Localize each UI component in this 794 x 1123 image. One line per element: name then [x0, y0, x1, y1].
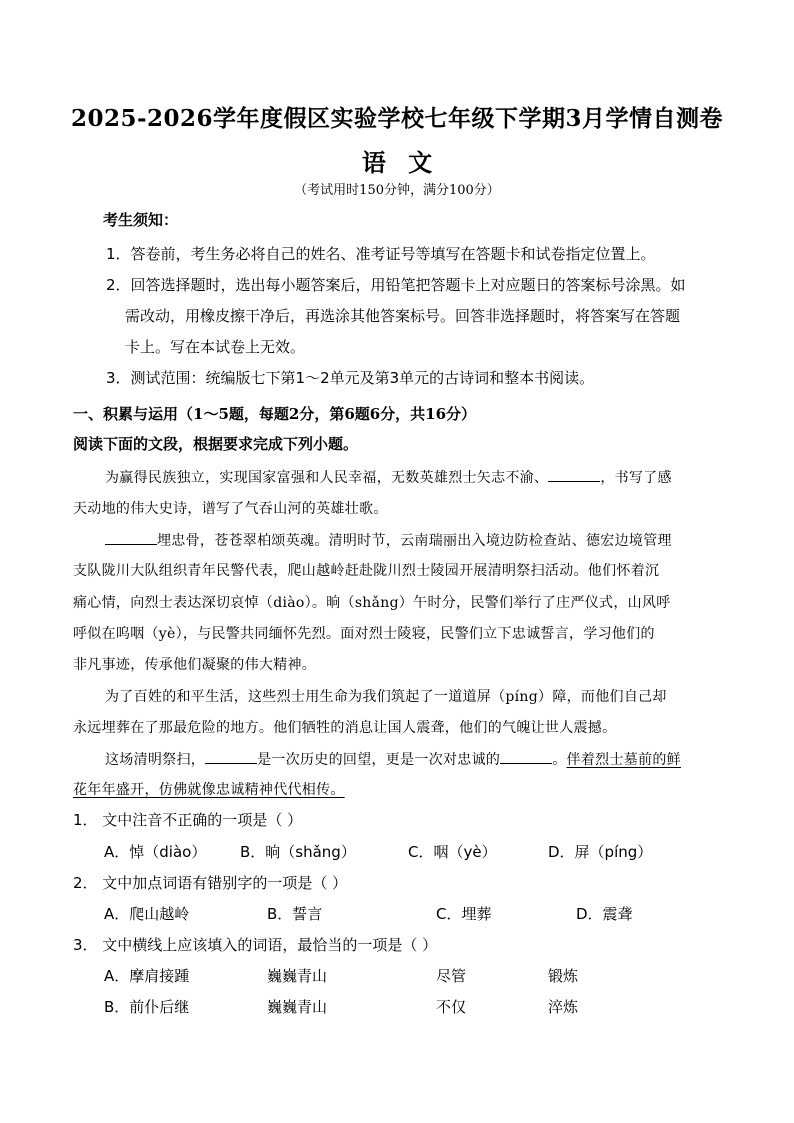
q2-option-b[interactable]: B．誓言 — [267, 905, 323, 923]
q2-option-a[interactable]: A．爬山越岭 — [104, 905, 190, 923]
passage-p2-line-4: 呼似在呜咽（yè），与民警共同缅怀先烈。面对烈士陵寝，民警们立下忠诚誓言，学习他们的 — [73, 626, 655, 642]
notice-heading: 考生须知： — [103, 211, 179, 229]
passage-p3-line-2: 永远埋葬在了那最危险的地方。他们牺牲的消息让国人震聋，他们的气魄让世人震撼。 — [73, 720, 617, 736]
passage-p2-line-5: 非凡事迹，传承他们凝聚的伟大精神。 — [73, 657, 317, 673]
q3-option-a-word-4: 锻炼 — [548, 967, 579, 985]
q2-option-c[interactable]: C．埋葬 — [436, 905, 492, 923]
passage-text: 。 — [552, 752, 567, 768]
q3-option-a-word-2: 巍巍青山 — [267, 967, 328, 985]
passage-p3-line-1: 为了百姓的和平生活，这些烈士用生命为我们筑起了一道道屏（píng）障，而他们自己却 — [105, 689, 667, 705]
q3-option-b-word-4: 淬炼 — [548, 998, 579, 1016]
q1-option-b[interactable]: B．晌（shǎng） — [240, 843, 356, 861]
exam-title: 2025-2026学年度假区实验学校七年级下学期3月学情自测卷 — [70, 105, 724, 132]
q2-option-d[interactable]: D．震聋 — [576, 905, 633, 923]
question-2-stem: 2． 文中加点词语有错别字的一项是（ ） — [73, 874, 348, 892]
underlined-sentence: 伴着烈士墓前的鲜 — [566, 752, 681, 768]
q3-option-b-word-3: 不仅 — [436, 998, 467, 1016]
notice-item-1: 1．答卷前，考生务必将自己的姓名、准考证号等填写在答题卡和试卷指定位置上。 — [106, 245, 656, 263]
exam-duration-note: （考试用时150分钟，满分100分） — [294, 183, 500, 198]
q3-option-b-word-2: 巍巍青山 — [267, 998, 328, 1016]
passage-text: 埋忠骨，苍苍翠柏颂英魂。清明时节，云南瑞丽出入境边防检查站、德宏边境管理 — [157, 533, 672, 549]
underlined-sentence-line-2: 花年年盛开，仿佛就像忠诚精神代代相传。 — [73, 782, 345, 798]
passage-text: 为赢得民族独立，实现国家富强和人民幸福，无数英雄烈士矢志不渝、 — [105, 470, 549, 486]
notice-item-2-line-2: 需改动，用橡皮擦干净后，再选涂其他答案标号。回答非选择题时，将答案写在答题 — [125, 307, 681, 325]
passage-p2-line-3: 痛心情，向烈士表达深切哀悼（diào）。晌（shǎng）午时分，民警们举行了庄严仪式，山风呼 — [73, 595, 671, 611]
fill-blank — [548, 467, 600, 482]
passage-text: 是一次历史的回望，更是一次对忠诚的 — [257, 752, 501, 768]
fill-blank — [205, 749, 257, 764]
q3-option-a-word-3: 尽管 — [436, 967, 467, 985]
fill-blank — [105, 530, 157, 545]
notice-item-3: 3．测试范围：统编版七下第1～2单元及第3单元的古诗词和整本书阅读。 — [106, 369, 595, 387]
q1-option-d[interactable]: D．屏（píng） — [548, 843, 653, 861]
passage-text: 这场清明祭扫， — [105, 752, 206, 768]
q1-option-a[interactable]: A．悼（diào） — [104, 843, 207, 861]
passage-p1-line-1 — [105, 467, 672, 488]
section-1-instruction: 阅读下面的文段，根据要求完成下列小题。 — [73, 435, 359, 453]
section-1-heading: 一、积累与运用（1～5题，每题2分，第6题6分，共16分） — [73, 405, 477, 423]
q3-option-a-word-1[interactable]: A．摩肩接踵 — [104, 967, 190, 985]
question-1-stem: 1． 文中注音不正确的一项是（ ） — [73, 811, 303, 829]
notice-item-2-line-3: 卡上。写在本试卷上无效。 — [125, 338, 306, 356]
q3-option-b-word-1[interactable]: B．前仆后继 — [104, 998, 190, 1016]
q1-option-c[interactable]: C．咽（yè） — [408, 843, 497, 861]
question-3-stem: 3． 文中横线上应该填入的词语，最恰当的一项是（ ） — [73, 936, 438, 954]
subject-title: 语 文 — [361, 148, 433, 177]
passage-p2-line-2: 支队陇川大队组织青年民警代表，爬山越岭赶赴陇川烈士陵园开展清明祭扫活动。他们怀着沉 — [73, 563, 660, 579]
fill-blank — [500, 749, 552, 764]
passage-p2-line-1 — [105, 530, 672, 551]
passage-p1-line-2: 天动地的伟大史诗，谱写了气吞山河的英雄壮歌。 — [73, 501, 388, 517]
notice-item-2-line-1: 2．回答选择题时，选出每小题答案后，用铅笔把答题卡上对应题日的答案标号涂黑。如 — [106, 276, 686, 294]
passage-text: ，书写了感 — [600, 470, 672, 486]
passage-p4-line-1 — [105, 749, 681, 770]
